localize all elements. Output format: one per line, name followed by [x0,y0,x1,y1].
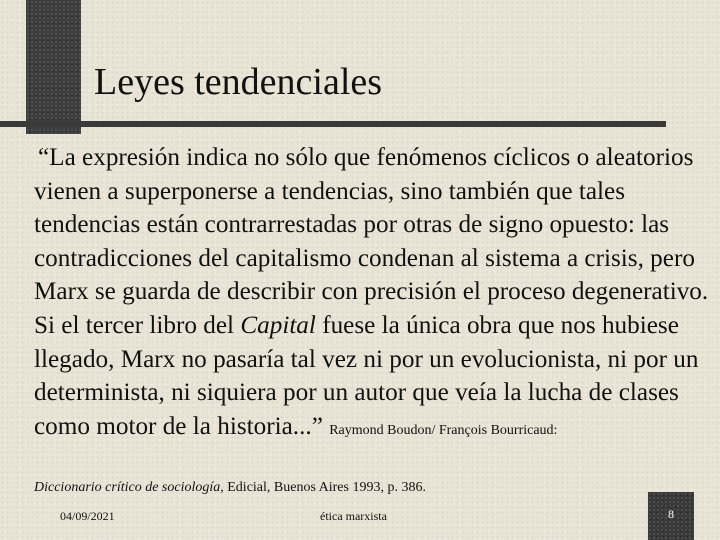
citation-details: Edicial, Buenos Aires 1993, p. 386. [223,480,426,495]
decorative-left-bar [26,0,81,134]
title-divider-rule [0,121,666,127]
quote-authors: Raymond Boudon/ François Bourricaud: [329,422,558,438]
quote-text-part2: fuese la única obra que nos hubiese llegado, Marx no pasaría tal vez ni por un evolucionista, ni por un determinista, ni siquiera por un autor que veía la lucha de clases como motor de la historia...” [34,311,699,440]
citation-book-title: Diccionario crítico de sociología, [34,480,224,495]
quote-italic-work: Capital [240,311,316,339]
citation-line [34,479,426,497]
slide-body-quote [34,141,714,447]
page-number: 8 [668,507,674,521]
footer-center-text: ética marxista [320,509,387,523]
footer-date: 04/09/2021 [60,509,115,523]
quote-text-part1: “La expresión indica no sólo que fenómenos cíclicos o aleatorios vienen a superponerse a tendencias, sino también que tales tendencias están contrarrestadas por otras de signo opuesto: las contradicciones del capitalismo condenan al sistema a crisis, pero Marx se guarda de describir con precisión el proceso degenerativo. Si el tercer libro del [34,144,709,339]
slide-title: Leyes tendenciales [94,61,383,103]
